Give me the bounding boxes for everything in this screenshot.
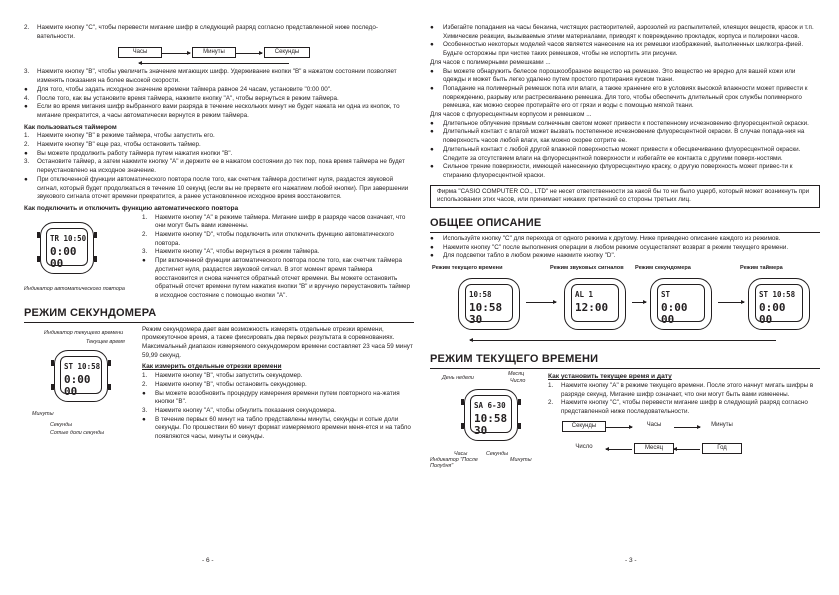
- flow-arrow: [674, 449, 700, 450]
- stopwatch-intro: Режим секундомера дает вам возможность измерять отдельные отрезки времени, промежуточное время, а также фиксировать два первых результата в соревнованиях. Максимальный диапазон измеряемого секундомером времени составляет 23 часа 59 минут 59,99 секунд.: [142, 325, 413, 359]
- flow-box-year: Год: [702, 443, 742, 454]
- label-pm-indicator: Индикатор "После Полудня": [430, 457, 478, 470]
- list-item: [430, 41, 820, 58]
- watch-display-main: 0:00 00: [64, 372, 91, 398]
- list-item: [142, 407, 414, 416]
- watch-display-top: SA 6-30: [474, 401, 506, 411]
- item-text: Для подсветки табло в любом режиме нажмите кнопку "D".: [443, 252, 616, 260]
- disclaimer-box: Фирма "CASIO COMPUTER CO., LTD" не несет ответственности за какой бы то ни было ущерб, который может возникнуть при использовании этих часов, или принимает никаких претензий со стороны третьих лиц.: [430, 185, 820, 208]
- list-item: [142, 257, 414, 301]
- label-seconds: Секунды: [486, 451, 509, 458]
- watch-button-c: [94, 232, 97, 238]
- watch-button-b: [51, 384, 54, 390]
- list-item: [24, 68, 414, 85]
- item-text: Нажмите кнопку "A", чтобы вернуться в режим таймера.: [155, 248, 320, 256]
- item-marker: ●: [24, 103, 28, 111]
- item-text: При включенной функции автоматического повтора после того, как счетчик таймера достигнет нуля, раздастся звуковой сигнал. В этот момент время таймера восстановится и снова начнется обратный отсчет времени. Вы можете остановить обратный отсчет времени путем нажатия кнопки "B" и вручную переустановить таймер в исходное состояние с помощью кнопки "A".: [155, 257, 411, 299]
- item-marker: ●: [430, 243, 434, 251]
- watch-display: [571, 284, 619, 322]
- list-item: [142, 390, 414, 407]
- page-number-right: - 3 -: [625, 557, 637, 564]
- item-text: Нажмите кнопку "C" после выполнения операции в любом режиме осуществляет возврат в режим текущего времени.: [443, 243, 789, 251]
- section-heading: Как измерить отдельные отрезки времени: [142, 363, 282, 371]
- flow-return-arrow: [139, 63, 289, 64]
- item-marker: ●: [430, 67, 434, 75]
- label-month: Месяц: [508, 371, 525, 378]
- item-marker: ●: [430, 235, 434, 243]
- watch-display: [470, 395, 512, 438]
- watch-display-main: 12:00: [575, 301, 609, 315]
- auto-repeat-block: [24, 214, 414, 306]
- list-item: [430, 68, 820, 85]
- item-text: Нажмите кнопку "A" в режиме таймера. Мигание шифр в разряде часов означает, что они могут быть вами изменены.: [155, 213, 406, 230]
- flow-box-date: Число: [575, 443, 593, 450]
- list-item: [142, 231, 414, 248]
- item-marker: ●: [430, 41, 434, 49]
- flow-arrow: [674, 427, 700, 428]
- item-text: Вы можете возобновить процедуру измерения времени путем повторного на-жатия кнопки "B".: [155, 389, 400, 406]
- item-text: Особенностью некоторых моделей часов является нанесение на их ремешки изображений, выполненных шелкогра-фией. Будьте осторожны при чистке таких ремешков, чтобы не испортить эти рисунки.: [443, 41, 804, 58]
- list-item: [430, 163, 820, 180]
- watch-display-main: 10:58 30: [474, 412, 508, 438]
- subsection-heading: Для часов с полимерными ремешками ...: [430, 58, 551, 66]
- mode-watch-timekeeping: [452, 272, 528, 332]
- item-text: Нажмите кнопку "A" в режиме текущего времени. После этого начнут мигать шифры в разряде секунд. Мигание шифр означает, что они могут быть вами изменены.: [561, 381, 814, 398]
- set-time-flow: [548, 421, 820, 457]
- flow-box-hours: Часы: [118, 47, 162, 58]
- item-text: Вы можете продолжить работу таймера путем нажатия кнопки "B".: [37, 149, 233, 157]
- flow-arrow: [606, 449, 632, 450]
- label-hours: Часы: [454, 451, 468, 458]
- watch-display-top: ST 10:58: [759, 290, 796, 300]
- section-heading: Как подключить и отключить функцию автоматического повтора: [24, 204, 239, 212]
- watch-display-top: ST: [661, 290, 671, 300]
- list-item: [548, 382, 820, 399]
- item-marker: ●: [142, 257, 146, 265]
- current-time-watch-illustration: [454, 385, 530, 445]
- stopwatch-section-title: РЕЖИМ СЕКУНДОМЕРА: [24, 306, 157, 319]
- mode-label-alarm: Режим звуковых сигналов: [550, 265, 624, 272]
- timer-set-flow: [24, 44, 414, 68]
- list-item: [24, 103, 414, 120]
- mode-label-timekeeping: Режим текущего времени: [432, 265, 503, 272]
- watch-display: [465, 284, 513, 327]
- flow-arrow: [162, 53, 190, 54]
- right-page: [430, 24, 820, 471]
- list-item: [142, 381, 414, 390]
- watch-display-top: 10:58: [469, 290, 492, 300]
- item-marker: ●: [142, 389, 146, 397]
- item-text: Вы можете обнаружить белесое порошкообразное вещество на ремешке. Это вещество не вредно для вашей кожи или одежды и может быть легко удалено путем простого протирания куском ткани.: [443, 67, 796, 84]
- item-text: Сильное трение поверхности, имеющей нанесенную флуоресцентную краску, о другую поверхность может привес-ти к стиранию флуоресцентной краски.: [443, 163, 793, 179]
- item-text: Попадание на полимерный ремешок пота или влаги, а также хранение его в условиях высокой влажности может привести к повреждению, разрыву или растрескиванию ремешка. Для того, чтобы обеспечить длительный срок службы полимерного ремешка, как можно скорее протирайте его от грязи и воды с помощью мягкой ткани.: [443, 84, 808, 110]
- list-item: [24, 95, 414, 104]
- item-marker: ●: [430, 145, 434, 153]
- watch-button-b: [37, 256, 40, 262]
- item-marker: 2.: [24, 24, 30, 31]
- section-rule: [430, 368, 820, 369]
- watch-display: [46, 228, 88, 270]
- list-item: [430, 146, 820, 163]
- item-marker: 2.: [548, 399, 554, 407]
- watch-button-d: [94, 256, 97, 262]
- modes-diagram: [430, 264, 820, 346]
- item-text: Нажмите кнопку "C", чтобы перевести мигание шифр в следующий разряд согласно представленной ниже последовательности.: [561, 399, 808, 415]
- item-marker: ●: [430, 252, 434, 260]
- current-time-section-title: РЕЖИМ ТЕКУЩЕГО ВРЕМЕНИ: [430, 353, 599, 366]
- current-time-block: [430, 371, 820, 471]
- label-day-of-week: День недели: [442, 375, 474, 382]
- item-text: Нажмите кнопку "B" еще раз, чтобы остановить таймер.: [37, 141, 201, 149]
- set-time-text: [548, 373, 820, 457]
- list-item: [24, 158, 414, 175]
- list-item: [430, 252, 820, 261]
- mode-watch-timer: [742, 272, 818, 332]
- item-marker: 1.: [142, 372, 148, 380]
- label-seconds: Секунды: [50, 421, 73, 428]
- watch-button-d: [108, 384, 111, 390]
- item-marker: 2.: [142, 380, 148, 388]
- flow-box-seconds: Секунды: [264, 47, 310, 58]
- mode-watch-alarm: [558, 272, 634, 332]
- label-minutes: Минуты: [32, 410, 54, 417]
- item-marker: 3.: [24, 158, 30, 166]
- item-text: В течение первых 60 минут на табло представлены минуты, секунды и сотые доли секунды. По прошествии 60 минут формат измеряемого времени меня-ется и на табло появляются часы, минуты и секунды.: [155, 415, 411, 441]
- item-marker: ●: [430, 119, 434, 127]
- item-text: Для того, чтобы задать исходное значение времени таймера равное 24 часам, установите "0:00 00".: [37, 85, 332, 93]
- left-page: [24, 24, 414, 451]
- item-marker: ●: [430, 163, 434, 171]
- item-marker: 1.: [142, 213, 148, 221]
- mode-return-arrow: [470, 340, 776, 341]
- item-text: Длительный контакт с влагой может вызвать постепенное исчезновение флуоресцентной окраски. В случае попада-ния на поверхность часов любой влаги, как можно скорее сотрите ее.: [443, 128, 805, 145]
- flow-arrow: [606, 427, 632, 428]
- watch-display-main: 0:00 00: [759, 301, 786, 327]
- item-text: Остановите таймер, а затем нажмите кнопку "A" и держите ее в нажатом состоянии до тех пор, пока время таймера не будет переустановлено на исходное значение.: [37, 158, 405, 175]
- flow-box-minutes: Минуты: [711, 421, 733, 428]
- subsection-heading: Для часов с флуоресцентным корпусом и ремешком ...: [430, 111, 592, 119]
- flow-box-minutes: Минуты: [192, 47, 236, 58]
- item-text: Нажмите кнопку "A", чтобы обнулить показания секундомера.: [155, 406, 337, 414]
- item-marker: ●: [142, 415, 146, 423]
- timer-watch-illustration: [30, 218, 106, 278]
- stopwatch-text: [142, 326, 414, 442]
- label-hundredths: Сотые доли секунды: [50, 429, 105, 436]
- watch-display-top: AL 1: [575, 290, 594, 300]
- watch-display-main: 0:00 00: [50, 244, 77, 270]
- mode-label-stopwatch: Режим секундомера: [635, 265, 691, 272]
- watch-display: [755, 284, 803, 327]
- auto-repeat-indicator-caption: Индикатор автоматического повтора: [24, 285, 125, 292]
- label-current-time: Текущее время: [86, 338, 125, 345]
- watch-button-c: [108, 360, 111, 366]
- list-item: [24, 86, 414, 95]
- item-marker: ●: [24, 175, 28, 183]
- watch-display: [60, 356, 102, 398]
- list-item: [142, 416, 414, 442]
- section-rule: [430, 232, 820, 233]
- item-marker: 3.: [142, 406, 148, 414]
- stopwatch-watch-illustration: [44, 346, 120, 406]
- list-item: [548, 399, 820, 416]
- list-item: [430, 128, 820, 145]
- watch-display-top: TR 10:50: [50, 233, 87, 243]
- page-number-left: - 6 -: [202, 557, 214, 564]
- section-heading: Как установить текущее время и дату: [548, 373, 672, 381]
- item-text: Нажмите кнопку "B", чтобы запустить секундомер.: [155, 372, 303, 380]
- item-marker: ●: [24, 149, 28, 157]
- label-current-time-indicator: Индикатор текущего времени: [44, 329, 124, 336]
- item-text: Используйте кнопку "C" для перехода от одного режима к другому. Ниже приведено описание каждого из режимов.: [443, 235, 781, 243]
- item-marker: 1.: [548, 381, 554, 389]
- watch-display-main: 10:58 30: [469, 301, 503, 327]
- flow-box-month: Месяц: [634, 443, 674, 454]
- item-marker: 4.: [24, 94, 30, 102]
- item-text: Нажмите кнопку "B", чтобы увеличить значение мигающих шифр. Удерживание кнопки "B" в нажатом состоянии позволяет изменять показания на более высокой скорости.: [37, 68, 397, 85]
- watch-button-b: [461, 423, 464, 429]
- item-marker: 2.: [142, 231, 148, 239]
- flow-box-seconds: Секунды: [562, 421, 606, 432]
- item-text: При отключенной функции автоматического повтора после того, как счетчик таймера достигнет нуля, раздастся звуковой сигнал, который будет продолжаться в течение 10 секунд (если вы не прервете его нажатием любой кнопки). При завершении звукового сигнала отсчет времени прекратится, а ранее установленное исходное время восстановится.: [37, 175, 409, 201]
- item-text: Избегайте попадания на часы бензина, чистящих растворителей, аэрозолей из распылителей, клеящих веществ, красок и т.п. Химические реакции, вызываемые этими материалами, приводят к повреждению прокладок, корпуса и полировки часов.: [443, 24, 814, 40]
- label-minutes: Минуты: [510, 457, 532, 464]
- list-item: [24, 132, 414, 141]
- item-marker: ●: [430, 84, 434, 92]
- item-text: Если во время мигания шифр выбранного вами разряда в течение нескольких минут не будет нажата ни одна из кнопок, то мигание прекратится, а часы автоматически вернутся в режим таймера.: [37, 103, 400, 119]
- mode-arrow: [718, 302, 744, 303]
- list-item: [24, 24, 414, 41]
- general-section-title: ОБЩЕЕ ОПИСАНИЕ: [430, 217, 542, 230]
- item-text: Нажмите кнопку "D", чтобы подключить или отключить функцию автоматического повтора.: [155, 231, 394, 247]
- item-text: Длительное облучение прямым солнечным светом может привести к постепенному исчезновению флуоресцентной окраски.: [443, 119, 809, 127]
- list-item: [430, 85, 820, 111]
- item-marker: 3.: [24, 68, 30, 76]
- watch-display-top: ST 10:58: [64, 361, 101, 371]
- watch-display: [657, 284, 705, 327]
- list-item: [142, 248, 414, 257]
- list-item: [430, 235, 820, 244]
- watch-button-a: [37, 232, 40, 238]
- list-item: [24, 141, 414, 150]
- item-marker: ●: [430, 128, 434, 136]
- section-heading: Как пользоваться таймером: [24, 123, 117, 131]
- label-date: Число: [510, 378, 526, 385]
- list-item: [24, 176, 414, 202]
- item-marker: ●: [24, 85, 28, 93]
- item-text: Нажмите кнопку "B" в режиме таймера, чтобы запустить его.: [37, 132, 215, 140]
- item-text: После того, как вы установите время таймера, нажмите кнопку "A", чтобы вернуться в режим таймера.: [37, 94, 339, 102]
- stopwatch-block: [24, 326, 414, 451]
- item-marker: ●: [430, 24, 434, 31]
- mode-arrow: [526, 302, 556, 303]
- item-text: Нажмите кнопку "C", чтобы перевести мигание шифр в следующий разряд согласно представленной ниже последо-вательности.: [37, 24, 378, 40]
- item-marker: 1.: [24, 132, 30, 140]
- auto-repeat-steps: [142, 214, 414, 301]
- flow-arrow: [236, 53, 262, 54]
- mode-watch-stopwatch: [644, 272, 720, 332]
- item-marker: 2.: [24, 141, 30, 149]
- section-rule: [24, 322, 414, 323]
- list-item: [142, 372, 414, 381]
- watch-button-c: [518, 399, 521, 405]
- mode-label-timer: Режим таймера: [740, 265, 783, 272]
- list-item: [142, 214, 414, 231]
- item-text: Длительный контакт с любой другой влажной поверхностью может привести к обесцвечиванию флуоресцентной окраски. Следите за отсутствием влаги на флуоресцентной поверхности и избегайте ее контакта с другими поверх-ностями.: [443, 145, 801, 162]
- watch-button-d: [518, 423, 521, 429]
- flow-box-hours: Часы: [646, 421, 662, 428]
- watch-display-main: 0:00 00: [661, 301, 688, 327]
- item-text: Нажмите кнопку "B", чтобы остановить секундомер.: [155, 380, 307, 388]
- watch-button-a: [51, 360, 54, 366]
- item-marker: 3.: [142, 248, 148, 256]
- watch-button-a: [461, 399, 464, 405]
- list-item: [430, 24, 820, 41]
